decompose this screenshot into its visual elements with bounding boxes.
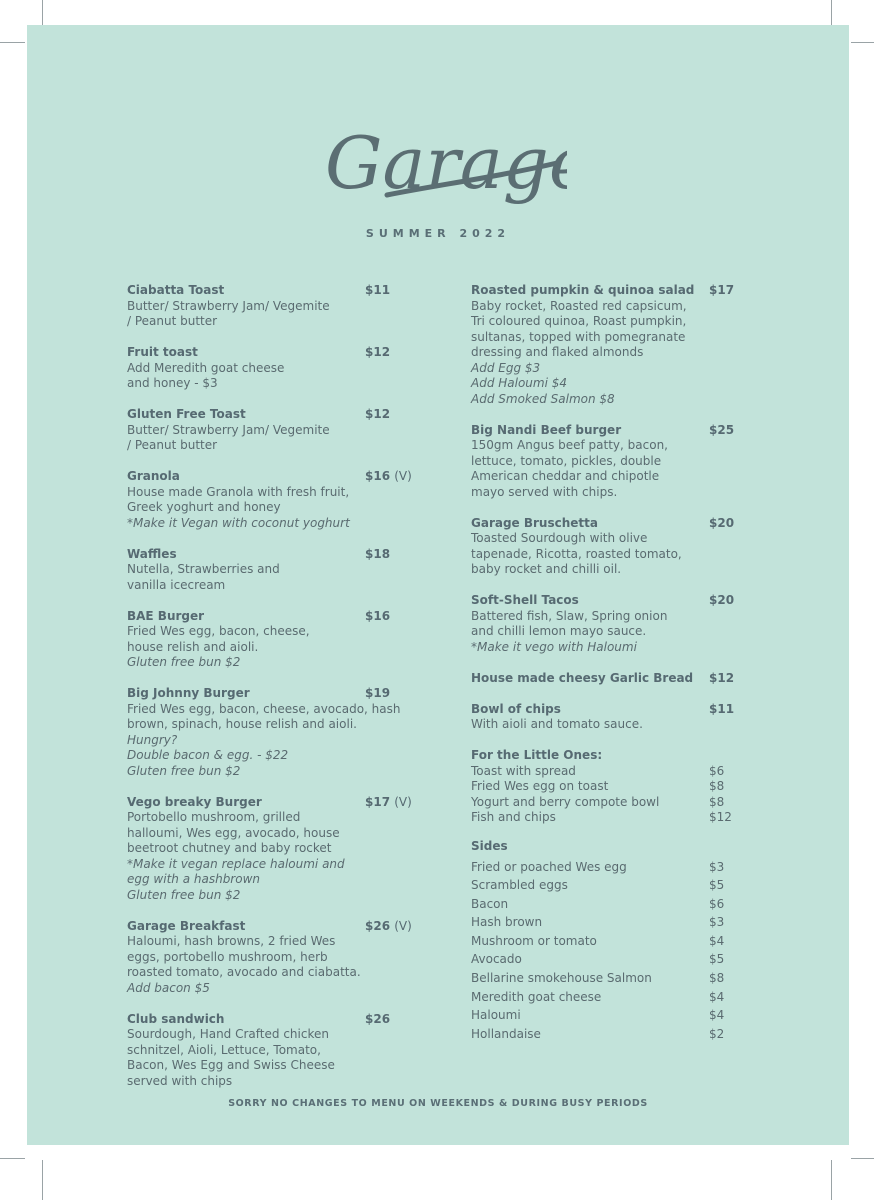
kids-menu-row bbox=[471, 764, 811, 780]
menu-item-description: served with chips bbox=[127, 1073, 233, 1088]
kids-menu-row bbox=[471, 779, 811, 795]
menu-item-description: Battered fish, Slaw, Spring onion bbox=[471, 608, 668, 623]
menu-item-price bbox=[365, 283, 390, 299]
menu-item-price bbox=[709, 593, 734, 609]
kids-item-price: $6 bbox=[709, 763, 725, 778]
menu-item-price bbox=[365, 919, 412, 935]
side-menu-row bbox=[471, 1025, 811, 1044]
crop-mark bbox=[42, 1160, 43, 1200]
menu-item-description: Bacon, Wes Egg and Swiss Cheese bbox=[127, 1058, 335, 1072]
price-value: $20 bbox=[709, 515, 735, 530]
price-value: $11 bbox=[709, 701, 735, 716]
side-menu-row bbox=[471, 913, 811, 932]
menu-item bbox=[127, 469, 447, 531]
menu-item-note: Gluten free bun $2 bbox=[127, 887, 241, 902]
side-item-price: $6 bbox=[709, 896, 725, 911]
menu-item-description: With aioli and tomato sauce. bbox=[471, 717, 643, 731]
price-value: $26 bbox=[365, 1011, 391, 1026]
menu-item-name: Fruit toast bbox=[127, 345, 198, 359]
menu-item-description: roasted tomato, avocado and ciabatta. bbox=[127, 965, 361, 979]
crop-mark bbox=[851, 42, 874, 43]
price-value: $25 bbox=[709, 422, 735, 437]
menu-item-note: Gluten free bun $2 bbox=[127, 655, 241, 669]
menu-item-name: Bowl of chips bbox=[471, 701, 561, 716]
menu-item-note: Gluten free bun $2 bbox=[127, 763, 241, 778]
menu-item-header bbox=[471, 423, 811, 439]
crop-mark bbox=[831, 0, 832, 25]
menu-item-header bbox=[127, 547, 447, 563]
price-value: $12 bbox=[709, 670, 735, 685]
garage-logo-icon bbox=[317, 93, 567, 223]
menu-item-name: Soft-Shell Tacos bbox=[471, 593, 579, 607]
menu-item-price bbox=[709, 423, 734, 439]
menu-item-header bbox=[471, 671, 811, 687]
menu-item-description: and honey - $3 bbox=[127, 376, 218, 390]
menu-item-price bbox=[365, 609, 390, 625]
menu-item-description: dressing and flaked almonds bbox=[471, 345, 644, 359]
menu-item-name: Gluten Free Toast bbox=[127, 407, 246, 421]
price-value: $16 bbox=[365, 608, 391, 623]
kids-menu-row bbox=[471, 810, 811, 826]
menu-item-note: *Make it Vegan with coconut yoghurt bbox=[127, 515, 350, 530]
kids-item-name: Yogurt and berry compote bowl bbox=[471, 794, 660, 809]
price-value: $26 bbox=[365, 918, 391, 933]
menu-item-note: Hungry? bbox=[127, 732, 178, 747]
menu-item-price bbox=[709, 516, 734, 532]
side-item-name: Avocado bbox=[471, 952, 522, 967]
crop-mark bbox=[831, 1160, 832, 1200]
menu-item-description: schnitzel, Aioli, Lettuce, Tomato, bbox=[127, 1042, 321, 1057]
menu-item bbox=[127, 919, 447, 997]
side-item-price: $5 bbox=[709, 878, 725, 893]
menu-item-name: Club sandwich bbox=[127, 1011, 225, 1026]
sides-title: Sides bbox=[471, 839, 508, 853]
price-value: $20 bbox=[709, 593, 735, 607]
menu-item-name: Ciabatta Toast bbox=[127, 283, 225, 297]
menu-item-description: / Peanut butter bbox=[127, 438, 218, 452]
menu-item-name: Granola bbox=[127, 469, 180, 483]
side-item-name: Mushroom or tomato bbox=[471, 933, 597, 948]
menu-item-price bbox=[365, 686, 390, 702]
price-value: $11 bbox=[365, 283, 391, 297]
side-item-price: $5 bbox=[709, 952, 725, 967]
kids-item-name: Fish and chips bbox=[471, 810, 556, 824]
menu-item-description: Add Meredith goat cheese bbox=[127, 360, 285, 375]
side-menu-row bbox=[471, 988, 811, 1007]
menu-item-description: brown, spinach, house relish and aioli. bbox=[127, 717, 357, 731]
kids-menu-row bbox=[471, 795, 811, 811]
menu-item-description: sultanas, topped with pomegranate bbox=[471, 329, 686, 344]
menu-item bbox=[471, 671, 811, 687]
menu-item-description: Butter/ Strawberry Jam/ Vegemite bbox=[127, 422, 330, 437]
menu-item-header bbox=[127, 919, 447, 935]
side-menu-row bbox=[471, 1006, 811, 1025]
side-item-name: Hollandaise bbox=[471, 1026, 541, 1041]
menu-item-description: baby rocket and chilli oil. bbox=[471, 562, 622, 576]
menu-item-description: Portobello mushroom, grilled bbox=[127, 810, 301, 824]
menu-item-name: BAE Burger bbox=[127, 608, 205, 623]
kids-item-price: $8 bbox=[709, 794, 725, 809]
side-item-price: $3 bbox=[709, 915, 725, 930]
kids-item-price: $8 bbox=[709, 779, 725, 793]
menu-item-header bbox=[127, 469, 447, 485]
menu-item-header bbox=[127, 609, 447, 625]
menu-item-description: House made Granola with fresh fruit, bbox=[127, 484, 350, 499]
vegetarian-badge: (V) bbox=[394, 469, 412, 483]
menu-item-header bbox=[471, 702, 811, 718]
menu-item bbox=[127, 795, 447, 904]
side-menu-row bbox=[471, 876, 811, 895]
side-item-price: $4 bbox=[709, 989, 725, 1004]
side-menu-row bbox=[471, 895, 811, 914]
menu-item-name: Big Johnny Burger bbox=[127, 686, 250, 700]
menu-item-description: Fried Wes egg, bacon, cheese, avocado, hash bbox=[127, 701, 401, 716]
menu-item-name: Garage Breakfast bbox=[127, 918, 246, 933]
menu-item-description: vanilla icecream bbox=[127, 577, 226, 592]
menu-item-description: 150gm Angus beef patty, bacon, bbox=[471, 438, 668, 452]
side-item-name: Haloumi bbox=[471, 1008, 521, 1023]
menu-item-price bbox=[365, 547, 390, 563]
crop-mark bbox=[0, 42, 25, 43]
menu-item bbox=[127, 547, 447, 594]
menu-item-note: egg with a hashbrown bbox=[127, 872, 261, 886]
side-item-name: Fried or poached Wes egg bbox=[471, 859, 627, 874]
price-value: $16 bbox=[365, 469, 391, 483]
menu-item-price bbox=[365, 1012, 390, 1028]
menu-item-description: Baby rocket, Roasted red capsicum, bbox=[471, 298, 687, 313]
side-item-name: Hash brown bbox=[471, 915, 543, 930]
side-item-price: $2 bbox=[709, 1026, 725, 1041]
menu-item-description: and chilli lemon mayo sauce. bbox=[471, 624, 647, 638]
menu-item-name: Big Nandi Beef burger bbox=[471, 422, 622, 437]
side-item-price: $3 bbox=[709, 859, 725, 874]
menu-item-note: *Make it vegan replace haloumi and bbox=[127, 856, 345, 871]
menu-item-price bbox=[365, 345, 390, 361]
logo-text: Garage bbox=[325, 121, 567, 205]
garage-logo bbox=[317, 93, 567, 223]
menu-item bbox=[471, 593, 811, 655]
menu-item-description: Butter/ Strawberry Jam/ Vegemite bbox=[127, 298, 330, 313]
sides-section bbox=[471, 839, 811, 1043]
menu-item-header bbox=[127, 407, 447, 423]
menu-item-description: eggs, portobello mushroom, herb bbox=[127, 949, 328, 964]
menu-footer-note: SORRY NO CHANGES TO MENU ON WEEKENDS & DURING BUSY PERIODS bbox=[228, 1098, 648, 1109]
menu-item-description: Tri coloured quinoa, Roast pumpkin, bbox=[471, 314, 687, 328]
kids-item-name: Fried Wes egg on toast bbox=[471, 779, 609, 793]
right-menu-items bbox=[471, 283, 811, 733]
menu-item-note: Add Haloumi $4 bbox=[471, 376, 568, 390]
price-value: $17 bbox=[709, 283, 735, 297]
crop-mark bbox=[0, 1158, 25, 1159]
menu-item-name: Waffles bbox=[127, 546, 177, 561]
kids-title: For the Little Ones: bbox=[471, 748, 603, 762]
menu-item-note: Double bacon & egg. - $22 bbox=[127, 748, 289, 762]
menu-item-note: Add Egg $3 bbox=[471, 360, 541, 375]
menu-item-price bbox=[709, 702, 734, 718]
menu-item-description: Greek yoghurt and honey bbox=[127, 500, 281, 514]
menu-item-note: Add bacon $5 bbox=[127, 980, 210, 995]
kids-section bbox=[471, 748, 811, 826]
menu-item-price bbox=[365, 795, 412, 811]
menu-item-description: house relish and aioli. bbox=[127, 639, 259, 654]
menu-item-description: American cheddar and chipotle bbox=[471, 469, 660, 483]
crop-mark bbox=[851, 1158, 874, 1159]
side-item-price: $8 bbox=[709, 971, 725, 986]
menu-item-price bbox=[365, 407, 390, 423]
menu-item bbox=[471, 423, 811, 501]
menu-item bbox=[127, 1012, 447, 1090]
vegetarian-badge: (V) bbox=[394, 918, 412, 933]
price-value: $18 bbox=[365, 546, 391, 561]
left-menu-column bbox=[127, 283, 447, 1105]
menu-item-description: / Peanut butter bbox=[127, 314, 218, 328]
menu-item bbox=[127, 407, 447, 454]
menu-item-description: Nutella, Strawberries and bbox=[127, 562, 280, 576]
price-value: $12 bbox=[365, 407, 391, 421]
menu-item-header bbox=[127, 795, 447, 811]
menu-item-price bbox=[365, 469, 412, 485]
menu-item bbox=[127, 686, 447, 779]
side-item-price: $4 bbox=[709, 1008, 725, 1023]
menu-item-header bbox=[471, 593, 811, 609]
menu-item bbox=[471, 516, 811, 578]
side-menu-row bbox=[471, 932, 811, 951]
menu-item bbox=[471, 702, 811, 733]
menu-item bbox=[127, 283, 447, 330]
menu-item-name: Roasted pumpkin & quinoa salad bbox=[471, 283, 695, 297]
menu-page bbox=[27, 25, 849, 1145]
menu-item-description: halloumi, Wes egg, avocado, house bbox=[127, 825, 340, 840]
menu-item-note: *Make it vego with Haloumi bbox=[471, 639, 637, 654]
menu-item-note: Add Smoked Salmon $8 bbox=[471, 391, 615, 406]
price-value: $12 bbox=[365, 345, 391, 359]
menu-item-price bbox=[709, 283, 734, 299]
menu-item-description: Sourdough, Hand Crafted chicken bbox=[127, 1027, 329, 1041]
sides-list bbox=[471, 858, 811, 1044]
menu-item bbox=[127, 345, 447, 392]
kids-item-name: Toast with spread bbox=[471, 763, 576, 778]
menu-item bbox=[471, 283, 811, 407]
vegetarian-badge: (V) bbox=[394, 794, 412, 809]
price-value: $17 bbox=[365, 794, 391, 809]
menu-item-description: lettuce, tomato, pickles, double bbox=[471, 453, 662, 468]
kids-item-price: $12 bbox=[709, 810, 732, 824]
side-item-name: Meredith goat cheese bbox=[471, 989, 602, 1004]
kids-list bbox=[471, 764, 811, 826]
crop-mark bbox=[42, 0, 43, 25]
right-menu-column bbox=[471, 283, 811, 1059]
side-item-name: Bellarine smokehouse Salmon bbox=[471, 971, 652, 986]
menu-item-description: mayo served with chips. bbox=[471, 484, 618, 499]
price-value: $19 bbox=[365, 686, 391, 700]
menu-item-header bbox=[127, 345, 447, 361]
menu-item-description: tapenade, Ricotta, roasted tomato, bbox=[471, 546, 682, 561]
menu-item-header bbox=[471, 516, 811, 532]
side-item-name: Scrambled eggs bbox=[471, 878, 568, 893]
side-menu-row bbox=[471, 858, 811, 877]
menu-item bbox=[127, 609, 447, 671]
side-menu-row bbox=[471, 969, 811, 988]
side-item-price: $4 bbox=[709, 933, 725, 948]
menu-item-header bbox=[127, 1012, 447, 1028]
side-item-name: Bacon bbox=[471, 896, 509, 911]
menu-item-name: Garage Bruschetta bbox=[471, 515, 598, 530]
menu-item-header bbox=[127, 686, 447, 702]
menu-item-name: Vego breaky Burger bbox=[127, 794, 262, 809]
menu-item-description: Fried Wes egg, bacon, cheese, bbox=[127, 624, 310, 638]
menu-item-header bbox=[127, 283, 447, 299]
menu-item-description: Haloumi, hash browns, 2 fried Wes bbox=[127, 934, 336, 948]
side-menu-row bbox=[471, 950, 811, 969]
menu-item-description: Toasted Sourdough with olive bbox=[471, 531, 648, 545]
menu-item-price bbox=[709, 671, 734, 687]
menu-item-header bbox=[471, 283, 811, 299]
menu-item-description: beetroot chutney and baby rocket bbox=[127, 841, 332, 855]
menu-item-name: House made cheesy Garlic Bread bbox=[471, 670, 694, 685]
season-label: SUMMER 2022 bbox=[365, 227, 511, 240]
